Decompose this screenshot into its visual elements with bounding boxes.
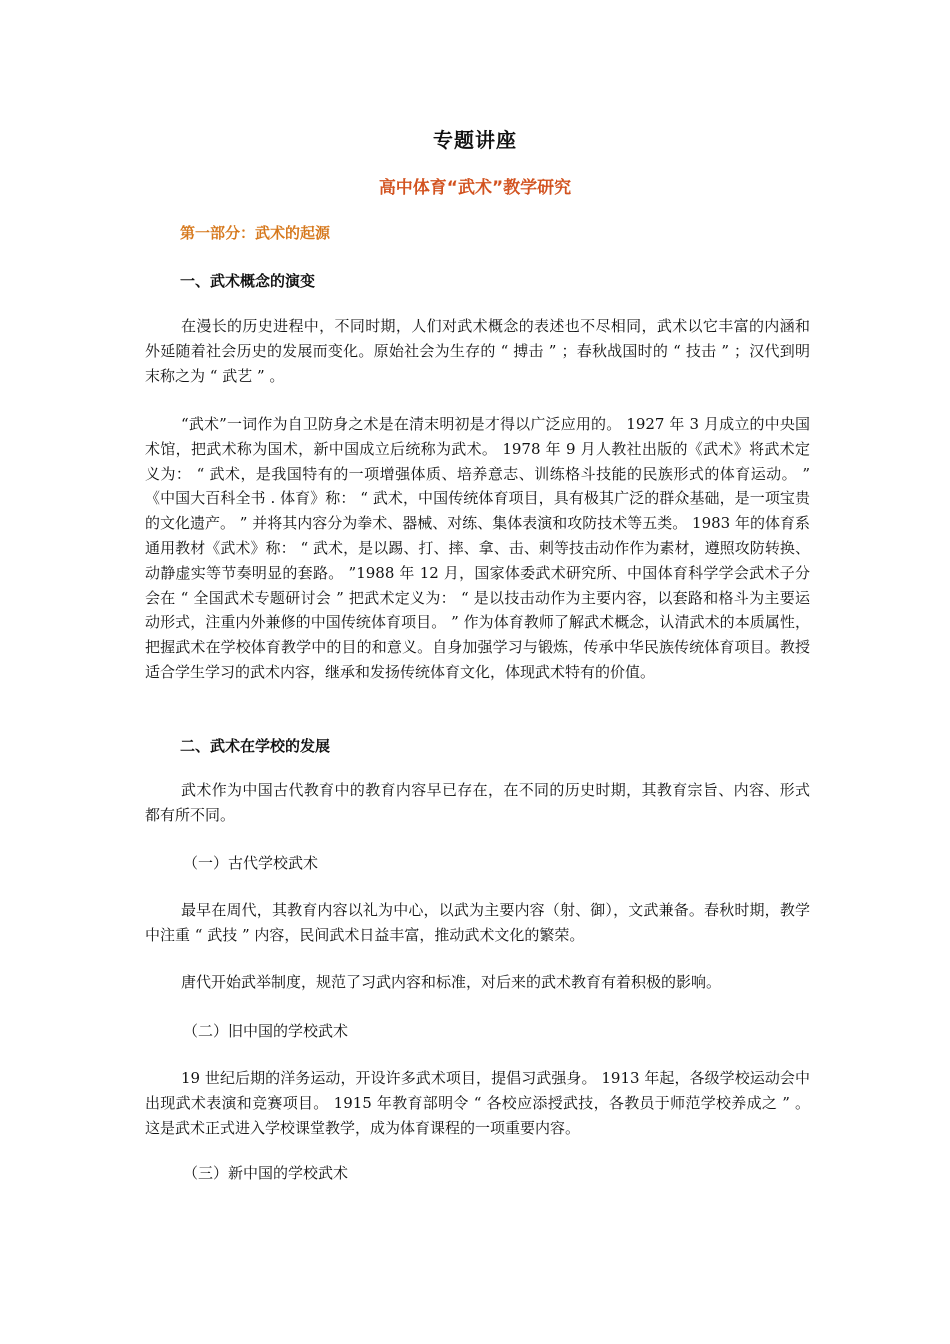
- subsection-heading-new-china: （三）新中国的学校武术: [183, 1164, 349, 1182]
- paragraph: 在漫长的历史进程中，不同时期，人们对武术概念的表述也不尽相同，武术以它丰富的内涵和外延随着社会历史的发展而变化。原始社会为生存的 “ 搏击 ” ；春秋战国时的 “ 技击 ” ；汉代到明末称之为 “ 武艺 ” 。: [145, 317, 810, 385]
- section-heading-concept: 一、武术概念的演变: [180, 272, 316, 290]
- paragraph: 最早在周代，其教育内容以礼为中心，以武为主要内容（射、御），文武兼备。春秋时期，教学中注重 “ 武技 ” 内容，民间武术日益丰富，推动武术文化的繁荣。: [145, 901, 810, 944]
- paragraph: 唐代开始武举制度，规范了习武内容和标准，对后来的武术教育有着积极的影响。: [181, 973, 722, 991]
- subsection-heading-ancient: （一）古代学校武术: [183, 854, 319, 872]
- page-subtitle: 高中体育“武术”教学研究: [378, 178, 572, 198]
- page-title: 专题讲座: [433, 128, 517, 152]
- section-heading-school: 二、武术在学校的发展: [180, 737, 331, 755]
- part-heading: 第一部分：武术的起源: [180, 224, 331, 242]
- paragraph: “武术”一词作为自卫防身之术是在清末明初是才得以广泛应用的。 1927 年 3 月成立的中央国术馆，把武术称为国术，新中国成立后统称为武术。 1978 年 9 月人教社出版的《武术》将武术定义为： “ 武术，是我国特有的一项增强体质、培养意志、训练格斗技能的民族形式的体育运动。 ” 《中国大百科全书 . 体育》称： “ 武术，中国传统体育项目，具有极其广泛的群众基础，是一项宝贵的文化遗产。 ” 并将其内容分为拳术、器械、对练、集体表演和攻防技术等五类。 1983 年的体育系通用教材《武术》称： “ 武术，是以踢、打、摔、拿、击、刺等技击动作作为素材，遵照攻防转换、动静虚实等节奏明显的套路。 ”1988 年 12 月，国家体委武术研究所、中国体育科学学会武术子分会在 “ 全国武术专题研讨会 ” 把武术定义为： “ 是以技击动作为主要内容，以套路和格斗为主要运动形式，注重内外兼修的中国传统体育项目。 ” 作为体育教师了解武术概念，认清武术的本质属性，把握武术在学校体育教学中的目的和意义。自身加强学习与锻炼，传承中华民族传统体育项目。教授适合学生学习的武术内容，继承和发扬传统体育文化，体现武术特有的价值。: [145, 415, 810, 681]
- paragraph: 19 世纪后期的洋务运动，开设许多武术项目，提倡习武强身。 1913 年起，各级学校运动会中出现武术表演和竞赛项目。 1915 年教育部明令 “ 各校应添授武技，各教员于师范学校养成之 ” 。这是武术正式进入学校课堂教学，成为体育课程的一项重要内容。: [145, 1069, 810, 1137]
- subsection-heading-old-china: （二）旧中国的学校武术: [183, 1022, 349, 1040]
- paragraph: 武术作为中国古代教育中的教育内容早已存在，在不同的历史时期，其教育宗旨、内容、形式都有所不同。: [145, 781, 810, 824]
